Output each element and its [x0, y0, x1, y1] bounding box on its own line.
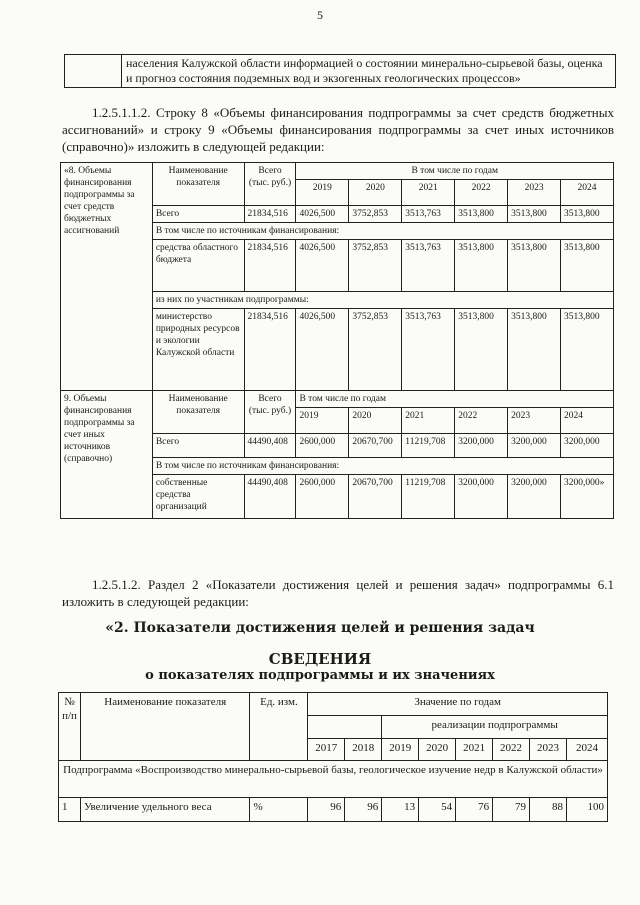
value-cell: 3513,800 — [455, 206, 508, 223]
value-cell: 3752,853 — [349, 206, 402, 223]
year-header: 2021 — [402, 180, 455, 206]
paragraph-1-2-5-1-2: 1.2.5.1.2. Раздел 2 «Показатели достижения целей и решения задач» подпрограммы 6.1 изложить в следующей редакции: — [62, 577, 614, 609]
value-cell: 79 — [493, 798, 530, 822]
continuation-text: населения Калужской области информацией о состоянии минерально-сырьевой базы, оценка и прогноз состояния подземных вод и экзогенных геологических процессов» — [122, 55, 616, 88]
year-header: 2024 — [566, 739, 607, 761]
row8-col-total: Всего (тыс. руб.) — [244, 163, 296, 206]
row9-col-name: Наименование показателя — [152, 391, 244, 434]
col-values-title: Значение по годам — [308, 693, 608, 716]
col-unit: Ед. изм. — [250, 693, 308, 761]
value-cell: 2600,000 — [296, 475, 349, 519]
year-header: 2023 — [508, 408, 561, 434]
empty-cell — [308, 716, 382, 739]
row8-years-title: В том числе по годам — [296, 163, 614, 180]
value-cell: 3200,000 — [455, 434, 508, 458]
row8-participants-title: из них по участникам подпрограммы: — [152, 292, 613, 309]
value-cell: 11219,708 — [402, 434, 455, 458]
row-name: Увеличение удельного веса — [80, 798, 250, 822]
value-cell: 100 — [566, 798, 607, 822]
empty-cell — [65, 55, 122, 88]
page-number: 5 — [317, 8, 323, 22]
row8-sources-title: В том числе по источникам финансирования: — [152, 223, 613, 240]
value-cell: 3513,800 — [508, 206, 561, 223]
svedeniya-heading: СВЕДЕНИЯ — [268, 650, 372, 668]
row9-label: 9. Объемы финансирования подпрограммы за счет иных источников (справочно) — [61, 391, 153, 519]
year-header: 2019 — [382, 739, 419, 761]
value-cell: 3513,800 — [561, 240, 614, 292]
year-header: 2020 — [349, 180, 402, 206]
year-header: 2024 — [561, 408, 614, 434]
row8-regional-label: средства областного бюджета — [152, 240, 244, 292]
value-cell: 3513,800 — [508, 240, 561, 292]
year-header: 2020 — [349, 408, 402, 434]
year-header: 2024 — [561, 180, 614, 206]
value-cell: 3513,800 — [508, 309, 561, 391]
value-cell: 3752,853 — [349, 309, 402, 391]
year-header: 2022 — [493, 739, 530, 761]
subprogram-row: Подпрограмма «Воспроизводство минерально-сырьевой базы, геологическое изучение недр в Калужской области» — [59, 761, 608, 798]
svedeniya-subheading: о показателях подпрограммы и их значениях — [145, 668, 495, 683]
funding-table — [60, 162, 614, 519]
value-cell: 3513,763 — [402, 240, 455, 292]
indicators-table — [58, 692, 608, 822]
year-header: 2022 — [455, 408, 508, 434]
value-cell: 20670,700 — [349, 475, 402, 519]
year-header: 2021 — [456, 739, 493, 761]
value-cell: 4026,500 — [296, 240, 349, 292]
year-header: 2023 — [508, 180, 561, 206]
value-cell: 11219,708 — [402, 475, 455, 519]
value-cell: 3513,800 — [561, 309, 614, 391]
row8-total-label: Всего — [152, 206, 244, 223]
row9-sources-title: В том числе по источникам финансирования: — [152, 458, 613, 475]
value-cell: 88 — [530, 798, 567, 822]
row9-own-label: собственные средства организаций — [152, 475, 244, 519]
value-cell: 3200,000» — [561, 475, 614, 519]
value-cell: 76 — [456, 798, 493, 822]
value-cell: 3200,000 — [508, 434, 561, 458]
value-cell: 4026,500 — [296, 309, 349, 391]
value-cell: 3513,800 — [455, 309, 508, 391]
col-name: Наименование показателя — [80, 693, 250, 761]
row9-total: 44490,408 — [244, 434, 296, 458]
year-header: 2019 — [296, 408, 349, 434]
row9-col-total: Всего (тыс. руб.) — [244, 391, 296, 434]
year-header: 2021 — [402, 408, 455, 434]
value-cell: 3200,000 — [455, 475, 508, 519]
section-heading: «2. Показатели достижения целей и решения задач — [105, 620, 535, 636]
year-header: 2020 — [419, 739, 456, 761]
row8-regional-total: 21834,516 — [244, 240, 296, 292]
value-cell: 3513,763 — [402, 206, 455, 223]
col-realization: реализации подпрограммы — [382, 716, 608, 739]
value-cell: 3200,000 — [508, 475, 561, 519]
value-cell: 13 — [382, 798, 419, 822]
value-cell: 20670,700 — [349, 434, 402, 458]
continuation-table — [64, 54, 616, 88]
col-num: № п/п — [59, 693, 81, 761]
value-cell: 96 — [308, 798, 345, 822]
row8-label: «8. Объемы финансирования подпрограммы за счет средств бюджетных ассигнований — [61, 163, 153, 391]
row8-ministry-label: министерство природных ресурсов и экологии Калужской области — [152, 309, 244, 391]
value-cell: 3513,800 — [455, 240, 508, 292]
year-header: 2017 — [308, 739, 345, 761]
value-cell: 3200,000 — [561, 434, 614, 458]
row8-total: 21834,516 — [244, 206, 296, 223]
row-unit: % — [250, 798, 308, 822]
row-num: 1 — [59, 798, 81, 822]
row9-years-title: В том числе по годам — [296, 391, 614, 408]
year-header: 2018 — [345, 739, 382, 761]
year-header: 2022 — [455, 180, 508, 206]
value-cell: 3513,800 — [561, 206, 614, 223]
year-header: 2023 — [530, 739, 567, 761]
value-cell: 96 — [345, 798, 382, 822]
value-cell: 3513,763 — [402, 309, 455, 391]
value-cell: 2600,000 — [296, 434, 349, 458]
row8-ministry-total: 21834,516 — [244, 309, 296, 391]
paragraph-1-2-5-1-1-2: 1.2.5.1.1.2. Строку 8 «Объемы финансирования подпрограммы за счет средств бюджетных ассигнований» и строку 9 «Объемы финансирования подпрограммы за счет иных источников (справочно)» изложить в следующей редакции: — [62, 105, 614, 154]
row8-col-name: Наименование показателя — [152, 163, 244, 206]
value-cell: 3752,853 — [349, 240, 402, 292]
value-cell: 4026,500 — [296, 206, 349, 223]
row9-own-total: 44490,408 — [244, 475, 296, 519]
value-cell: 54 — [419, 798, 456, 822]
row9-total-label: Всего — [152, 434, 244, 458]
year-header: 2019 — [296, 180, 349, 206]
